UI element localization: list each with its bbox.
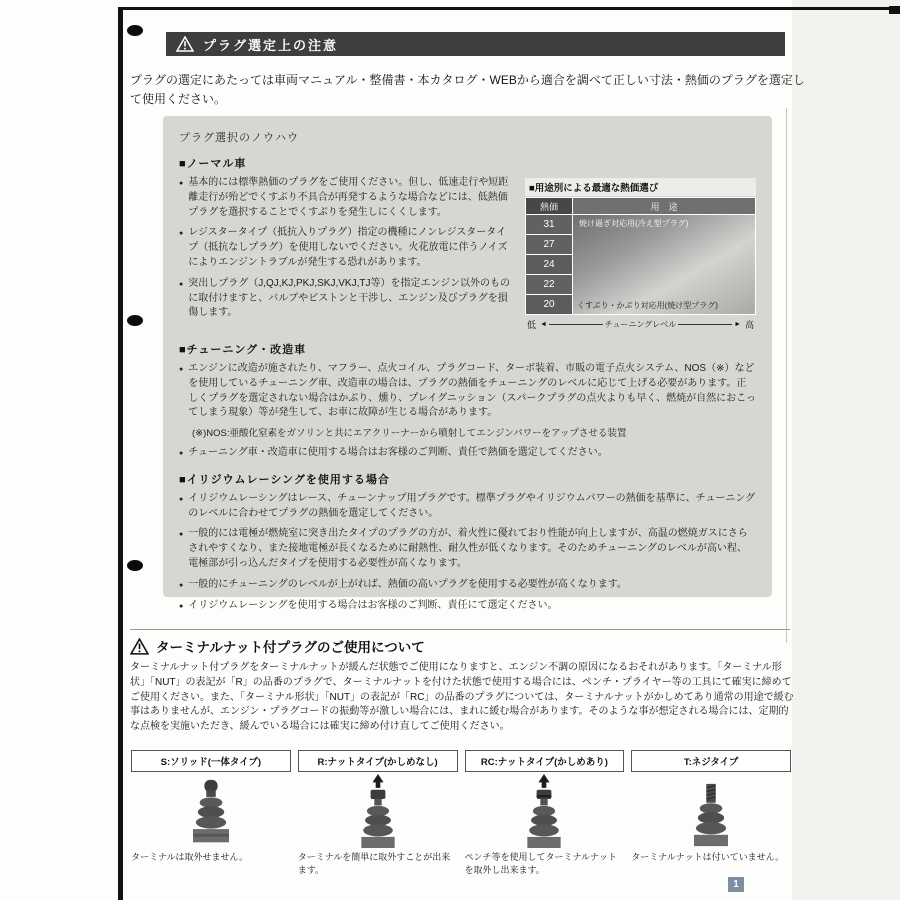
type-label: R:ナットタイプ(かしめなし) — [298, 750, 458, 772]
binder-hole — [127, 25, 143, 36]
terminal-type-solid — [131, 750, 291, 876]
plug-nut-illustration — [298, 772, 458, 848]
axis-arrow — [540, 319, 741, 330]
binder-hole — [127, 560, 143, 571]
bullet-item: ● 一般的にチューニングのレベルが上がれば、熱価の高いプラグを使用する必要性が高くなります。 — [179, 578, 756, 593]
warning-triangle-icon — [130, 638, 149, 655]
bullet-item: ● レジスタータイプ（抵抗入りプラグ）指定の機種にノンレジスタータイプ（抵抗なしプラグ）を使用しないでください。火花放電に伴うノイズによりエンジントラブルが発生する恐れがあります。 — [179, 226, 515, 270]
bullet-item: ● 突出しプラグ（J,QJ,KJ,PKJ,SKJ,VKJ,TJ等）を指定エンジン以外のものに取付けますと、バルブやピストンと干渉し、エンジン及びプラグを損傷します。 — [179, 277, 515, 321]
terminal-type-row — [131, 750, 791, 876]
tuning-level-axis — [525, 318, 756, 331]
bullet-item: ● チューニング車・改造車に使用する場合はお客様のご判断、責任で熱価を選定してください。 — [179, 446, 756, 461]
axis-low-label: 低 — [527, 320, 537, 330]
section-divider — [130, 629, 790, 630]
terminal-type-thread — [631, 750, 791, 876]
terminal-body-paragraph: ターミナルナット付プラグをターミナルナットが緩んだ状態でご使用になりますと、エンジン不調の原因になるおそれがあります。「ターミナル形状」「NUT」の表記が「R」の品番のプラグで、ターミナルナットを付けた状態で使用する場合には、ペンチ・プライヤー等の工具にて確実に締めてご使用ください。また、「ターミナル形状」「NUT」の表記が「RC」の品番のプラグについては、ターミナルナットがかしめてあり通常の用途で緩む事はありませんが、エンジン・プラグコードの振動等が激しい場合には、まれに緩む場合があります。そのような事が想定される場合には、定期的な点検を実施いただき、緩んでいる場合には確実に締め付け直してご使用ください。 — [130, 662, 794, 733]
heat-value: 27 — [526, 235, 572, 254]
terminal-section-title: ターミナルナット付プラグのご使用について — [156, 640, 425, 655]
heat-value: 31 — [526, 215, 572, 234]
bullet-item: ● 基本的には標準熱価のプラグをご使用ください。但し、低速走行や短距離走行が殆どでくすぶり不具合が再発するような場合などには、低熱価プラグを選択することでくすぶりを発生しにくくします。 — [179, 176, 515, 220]
heat-value: 22 — [526, 275, 572, 294]
bullet-item: ● 一般的には電極が燃焼室に突き出たタイプのプラグの方が、着火性に優れており性能が向上しますが、高温の燃焼ガスにさらされやすくなり、また接地電極が長くなるために耐熱性、耐久性が低くなります。そのためチューニングのレベルが高い程、電極部が引っ込んだタイプを使用する必要性が高くなります。 — [179, 527, 756, 571]
use-col-header: 用 途 — [573, 198, 755, 214]
page-edge-shade — [792, 0, 900, 900]
type-description: ペンチ等を使用してターミナルナットを取外し出来ます。 — [464, 852, 617, 875]
bullet-item: ● イリジウムレーシングを使用する場合はお客様のご判断、責任にて選定ください。 — [179, 599, 756, 614]
page-number-badge: 1 — [728, 877, 744, 892]
heat-range-chart — [525, 178, 756, 331]
knowhow-panel — [163, 116, 772, 611]
section-heading-normal: ■ノーマル車 — [179, 158, 247, 170]
warning-header-bar — [166, 32, 785, 56]
use-bottom-label: くすぶり・かぶり対応用(焼け型プラグ) — [577, 301, 718, 310]
heat-value: 20 — [526, 295, 572, 314]
use-gradient-panel — [573, 215, 755, 314]
section-heading-iridium: ■イリジウムレーシングを使用する場合 — [179, 473, 390, 486]
warning-triangle-icon — [176, 36, 194, 52]
normal-bullets — [179, 176, 515, 331]
binder-hole — [127, 315, 143, 326]
page-title: プラグ選定上の注意 — [203, 37, 339, 53]
axis-high-label: 高 — [744, 320, 754, 330]
use-top-label: 焼け過ぎ対応用(冷え型プラグ) — [579, 219, 689, 228]
plug-solid-illustration — [131, 772, 291, 848]
terminal-section-heading — [130, 636, 425, 656]
terminal-type-nut — [298, 750, 458, 876]
type-label: S:ソリッド(一体タイプ) — [131, 750, 291, 772]
type-description: ターミナルを簡単に取外すことが出来ます。 — [297, 852, 451, 875]
plug-thread-illustration — [631, 772, 791, 848]
bullet-item: ● イリジウムレーシングはレース、チューンナップ用プラグです。標準プラグやイリジウムパワーの熱価を基準に、チューニングのレベルに合わせてプラグの熱価を選定してください。 — [179, 492, 756, 522]
type-description: ターミナルナットは付いていません。 — [631, 852, 785, 862]
heat-chart-grid — [525, 197, 756, 315]
scan-left-edge — [118, 7, 123, 900]
section-heading-tuning: ■チューニング・改造車 — [179, 344, 307, 356]
nos-note: (※)NOS:亜酸化窒素をガソリンと共にエアクリーナーから噴射してエンジンパワーをアップさせる装置 — [192, 428, 627, 440]
axis-mid-label: ◄ チューニングレベル — [604, 320, 677, 329]
intro-paragraph: プラグの選定にあたっては車両マニュアル・整備書・本カタログ・WEBから適合を調べて正しい寸法・熱価のプラグを選定して使用ください。 — [130, 73, 805, 106]
heat-value: 24 — [526, 255, 572, 274]
heat-col-header: 熱価 — [526, 198, 572, 214]
page-edge-line — [786, 108, 787, 643]
type-label: T:ネジタイプ — [631, 750, 791, 772]
terminal-type-nut-crimped — [465, 750, 625, 876]
heat-chart-title: ■用途別による最適な熱価選び — [525, 178, 756, 196]
plug-nut-crimped-illustration — [465, 772, 625, 848]
scan-top-edge — [118, 7, 900, 10]
type-description: ターミナルは取外せません。 — [131, 852, 249, 862]
type-label: RC:ナットタイプ(かしめあり) — [465, 750, 625, 772]
bullet-item: ● エンジンに改造が施されたり、マフラー、点火コイル、プラグコード、ターボ装着、市販の電子点火システム、NOS（※）などを使用しているチューニング車、改造車の場合は、プラグの熱価をチューニングのレベルに応じて上げる必要があります。正しくプラグを選定されない場合はかぶり、燻り、プレイグニッション（スパークプラグの点火よりも早く、燃焼が自然におこってしまう現象）等が発生して、お車に故障が生じる場合があります。 — [179, 362, 756, 421]
knowhow-title: プラグ選択のノウハウ — [179, 132, 299, 144]
scan-corner-mark — [889, 6, 900, 14]
